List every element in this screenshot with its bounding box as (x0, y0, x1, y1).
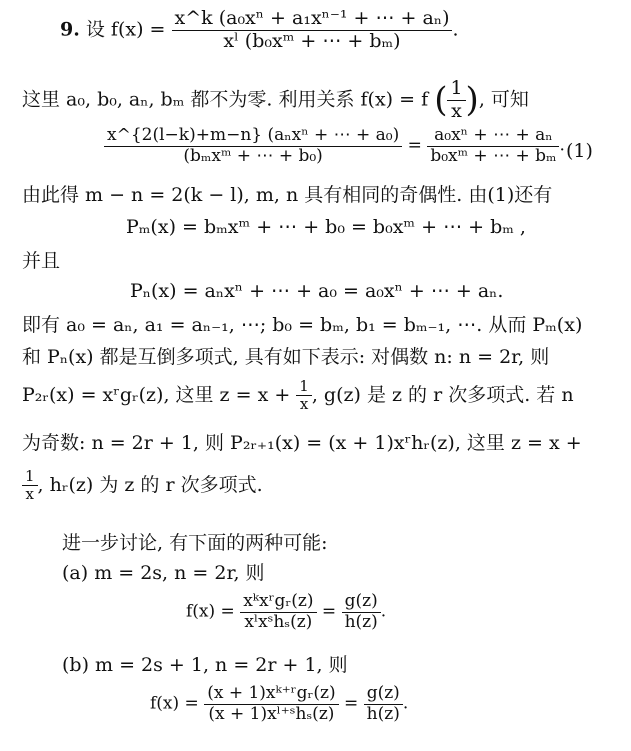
case-a-fraction-1 (240, 592, 316, 632)
case-a-end: . (380, 601, 387, 622)
case-a-den1: xˡxˢhₛ(z) (244, 611, 313, 632)
eq1-end: . (559, 135, 565, 156)
case-a-equation (186, 592, 386, 632)
case-a-den2: h(z) (344, 611, 378, 632)
case-b-num1: (x + 1)xᵏ⁺ʳgᵣ(z) (204, 684, 338, 705)
paragraph-2: 由此得 m − n = 2(k − l), m, n 具有相同的奇偶性. 由(1)还有 (22, 184, 553, 206)
fraction-num: 1 (447, 78, 465, 101)
left-paren: ( (434, 79, 448, 120)
case-a-num1: xᵏxʳgᵣ(z) (240, 592, 316, 613)
eq1-lhs-num: x^{2(l−k)+m−n} (aₙxⁿ + ⋯ + a₀) (104, 126, 402, 147)
para4-line3-a: P₂ᵣ(x) = xʳgᵣ(z), 这里 z = x + (22, 383, 291, 406)
para4-line3-den: x (299, 395, 309, 414)
case-b-den2: h(z) (366, 703, 400, 724)
definition-end: . (452, 18, 459, 41)
case-b-den1: (x + 1)xˡ⁺ˢhₛ(z) (208, 703, 335, 724)
case-a-fraction-2 (342, 592, 381, 632)
para4-line5-fraction (22, 468, 38, 504)
problem-statement (60, 8, 459, 53)
paragraph-3: 并且 (22, 250, 61, 272)
para4-line5-num: 1 (22, 468, 38, 486)
case-a-lhs: f(x) = (186, 601, 235, 622)
para4-line5-den: x (25, 485, 34, 504)
equation-3: Pₙ(x) = aₙxⁿ + ⋯ + a₀ = a₀xⁿ + ⋯ + aₙ. (130, 280, 504, 302)
problem-number: 9. (60, 18, 80, 41)
eq1-lhs-den: (bₘxᵐ + ⋯ + b₀) (183, 145, 323, 166)
eq1-equals: = (407, 135, 422, 156)
equation-tag: (1) (566, 140, 593, 162)
definition-denominator: xˡ (b₀xᵐ + ⋯ + bₘ) (223, 29, 401, 52)
case-a-equals: = (321, 601, 337, 622)
one-over-x-fraction (447, 78, 465, 123)
paragraph-1-end: , 可知 (478, 88, 529, 111)
problem-intro: 设 f(x) = (85, 18, 166, 41)
equation-1 (104, 126, 565, 166)
case-b-label: (b) m = 2s + 1, n = 2r + 1, 则 (62, 654, 348, 676)
paragraph-1-text: 这里 a₀, b₀, aₙ, bₘ 都不为零. 利用关系 f(x) = f (22, 88, 429, 111)
paragraph-4-line-2: 和 Pₙ(x) 都是互倒多项式, 具有如下表示: 对偶数 n: n = 2r, 则 (22, 346, 550, 368)
para4-line3-fraction (296, 378, 312, 414)
case-b-fraction-1 (204, 684, 338, 724)
paragraph-4-line-5 (22, 468, 263, 504)
paragraph-4-line-3 (22, 378, 574, 414)
case-b-num2: g(z) (364, 684, 403, 705)
eq1-lhs-fraction (104, 126, 402, 166)
case-b-fraction-2 (364, 684, 403, 724)
case-b-equation (150, 684, 408, 724)
equation-2: Pₘ(x) = bₘxᵐ + ⋯ + b₀ = b₀xᵐ + ⋯ + bₘ , (126, 216, 526, 238)
para4-line5-text: , hᵣ(z) 为 z 的 r 次多项式. (37, 473, 263, 496)
case-b-equals: = (344, 693, 359, 714)
case-a-num2: g(z) (342, 592, 381, 613)
definition-fraction (172, 8, 453, 53)
eq1-rhs-num: a₀xⁿ + ⋯ + aₙ (427, 126, 559, 147)
right-paren: ) (465, 79, 479, 120)
paragraph-5: 进一步讨论, 有下面的两种可能: (62, 532, 328, 554)
definition-numerator: x^k (a₀xⁿ + a₁xⁿ⁻¹ + ⋯ + aₙ) (172, 8, 453, 31)
para4-line3-b: , g(z) 是 z 的 r 次多项式. 若 n (311, 383, 574, 406)
fraction-den: x (451, 99, 462, 122)
case-b-lhs: f(x) = (150, 693, 199, 714)
case-b-end: . (402, 693, 409, 714)
paragraph-4-line-1: 即有 a₀ = aₙ, a₁ = aₙ₋₁, ⋯; b₀ = bₘ, b₁ = bₘ₋₁, ⋯. 从而 Pₘ(x) (22, 314, 583, 336)
paragraph-1 (22, 78, 529, 123)
paragraph-4-line-4: 为奇数: n = 2r + 1, 则 P₂ᵣ₊₁(x) = (x + 1)xʳhᵣ(z), 这里 z = x + (22, 432, 582, 454)
para4-line3-num: 1 (296, 378, 312, 396)
eq1-rhs-fraction (427, 126, 559, 166)
case-a-label: (a) m = 2s, n = 2r, 则 (62, 562, 265, 584)
eq1-rhs-den: b₀xᵐ + ⋯ + bₘ (430, 145, 557, 166)
